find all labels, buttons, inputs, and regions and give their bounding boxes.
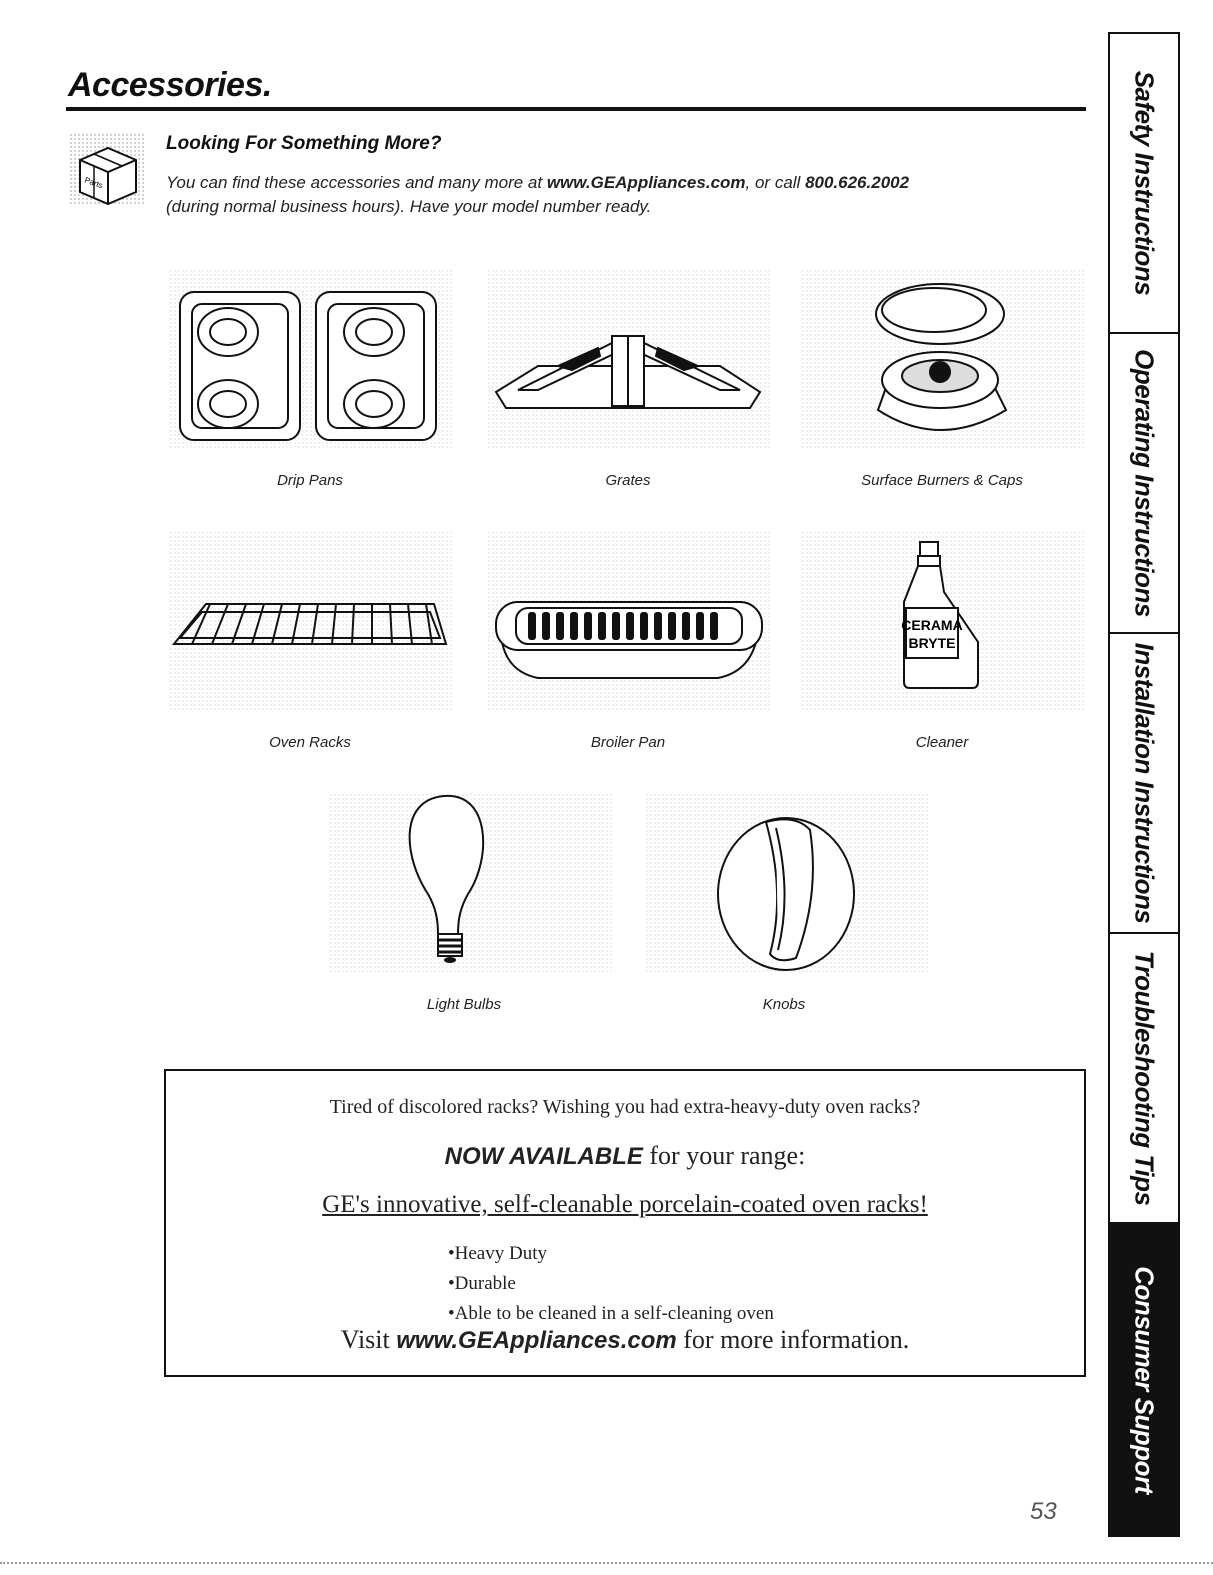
burner-icon	[802, 270, 1084, 450]
grates-icon	[488, 270, 770, 450]
promo-website-link[interactable]: www.GEAppliances.com	[396, 1327, 677, 1354]
accessory-label: Knobs	[762, 996, 806, 1013]
accessory-label: Surface Burners & Caps	[861, 472, 1023, 489]
cleaner-brand-line2: BRYTE	[908, 635, 956, 651]
knob-icon	[646, 794, 928, 974]
accessory-label: Drip Pans	[277, 472, 343, 489]
accessory-label: Grates	[605, 472, 651, 489]
cleaner-item	[802, 532, 1084, 712]
promo-visit: Visit www.GEAppliances.com for more information.	[340, 1325, 910, 1354]
intro-text: You can find these accessories and many more at www.GEAppliances.com, or call 800.626.2002 (during normal business hours). Have your model number ready.	[166, 173, 910, 216]
burners-item	[802, 270, 1084, 450]
promo-headline: GE's innovative, self-cleanable porcelain-coated oven racks!	[322, 1191, 928, 1218]
light-bulbs-item	[330, 794, 612, 974]
promo-features	[448, 1239, 774, 1329]
promo-box	[164, 1069, 1086, 1377]
cleaner-brand-line1: CERAMA	[901, 617, 963, 633]
bottom-border	[0, 1562, 1213, 1564]
feature-item: • Able to be cleaned in a self-cleaning oven	[448, 1299, 774, 1329]
phone-number: 800.626.2002	[805, 173, 910, 192]
promo-question: Tired of discolored racks? Wishing you had extra-heavy-duty oven racks?	[329, 1096, 921, 1118]
tab-consumer-support[interactable]: Consumer Support	[1110, 1224, 1178, 1535]
oven-rack-icon	[170, 532, 452, 712]
oven-racks-item	[170, 532, 452, 712]
tab-operating-instructions[interactable]: Operating Instructions	[1110, 334, 1178, 634]
tab-installation-instructions[interactable]: Installation Instructions	[1110, 634, 1178, 934]
intro-heading: Looking For Something More?	[166, 133, 442, 154]
tab-safety-instructions[interactable]: Safety Instructions	[1110, 34, 1178, 334]
accessory-label: Oven Racks	[269, 734, 351, 751]
section-tabs	[1108, 32, 1180, 1537]
tab-troubleshooting-tips[interactable]: Troubleshooting Tips	[1110, 934, 1178, 1224]
now-available-text: NOW AVAILABLE	[444, 1143, 643, 1170]
svg-text:Parts: Parts	[83, 175, 104, 191]
title-divider	[66, 107, 1086, 111]
drip-pans-item	[170, 270, 452, 450]
page-title: Accessories.	[68, 66, 272, 104]
knobs-item	[646, 794, 928, 974]
page-number: 53	[1030, 1498, 1057, 1525]
drip-pans-icon	[170, 270, 452, 450]
feature-item: • Durable	[448, 1269, 774, 1299]
broiler-pan-item	[488, 532, 770, 712]
accessory-label: Cleaner	[915, 734, 969, 751]
website-link[interactable]: www.GEAppliances.com	[546, 173, 746, 192]
accessory-label: Light Bulbs	[426, 996, 502, 1013]
light-bulb-icon	[330, 794, 612, 974]
grates-item	[488, 270, 770, 450]
accessory-label: Broiler Pan	[590, 734, 666, 751]
broiler-pan-icon	[488, 532, 770, 712]
promo-availability: NOW AVAILABLE for your range:	[444, 1141, 806, 1170]
feature-item: • Heavy Duty	[448, 1239, 774, 1269]
parts-box-icon	[66, 130, 148, 208]
cleaner-bottle-icon	[802, 532, 1084, 712]
